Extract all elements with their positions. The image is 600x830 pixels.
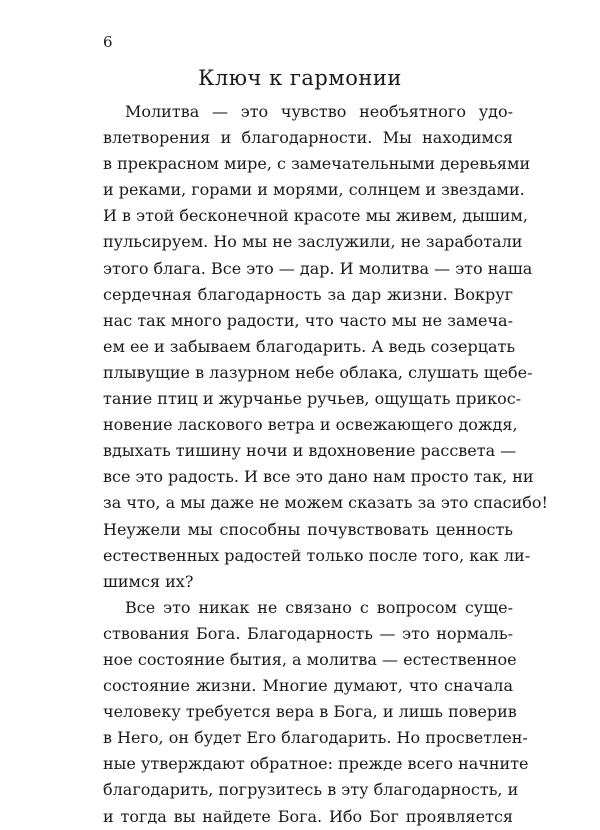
- paragraph: [103, 595, 529, 830]
- text-line: Неужели мы способны почувствовать ценность: [103, 519, 513, 539]
- text-line: шимся их?: [103, 571, 194, 591]
- text-line: пульсируем. Но мы не заслужили, не заработали: [103, 232, 523, 252]
- text-line: сердечная благодарность за дар жизни. Вокруг: [103, 284, 513, 304]
- text-line: ем ее и забываем благодарить. А ведь созерцать: [103, 336, 516, 356]
- text-line: в Него, он будет Его благодарить. Но просветлен-: [103, 728, 528, 748]
- text-line: Все это никак не связано с вопросом суще-: [125, 597, 513, 617]
- text-line: влетворения и благодарности. Мы находимся: [103, 128, 513, 148]
- text-line: плывущие в лазурном небе облака, слушать щебе-: [103, 362, 533, 382]
- text-line: человеку требуется вера в Бога, и лишь поверив: [103, 702, 517, 722]
- paragraph: [103, 99, 548, 595]
- text-line: благодарить, погрузитесь в эту благодарность, и: [103, 780, 519, 800]
- text-line: этого блага. Все это — дар. И молитва — это наша: [103, 258, 533, 278]
- text-line: и реками, горами и морями, солнцем и звездами.: [103, 180, 525, 200]
- text-line: тание птиц и журчанье ручьев, ощущать прикос-: [103, 389, 522, 409]
- chapter-title: Ключ к гармонии: [198, 66, 402, 90]
- text-line: ные утверждают обратное: прежде всего начните: [103, 754, 529, 774]
- text-line: ное состояние бытия, а молитва — естественное: [103, 649, 517, 669]
- text-line: ствования Бога. Благодарность — это нормаль-: [103, 623, 513, 643]
- text-line: новение ласкового ветра и освежающего дождя,: [103, 415, 518, 435]
- body-text: [103, 99, 548, 830]
- text-line: Молитва — это чувство необъятного удо-: [125, 102, 513, 121]
- text-line: нас так много радости, что часто мы не замеча-: [103, 310, 513, 330]
- text-line: и тогда вы найдете Бога. Ибо Бог проявляется: [103, 806, 513, 826]
- page-number: 6: [103, 33, 113, 51]
- text-line: за что, а мы даже не можем сказать за это спасибо!: [103, 493, 548, 513]
- text-line: И в этой бесконечной красоте мы живем, дышим,: [103, 206, 528, 226]
- text-line: естественных радостей только после того, как ли-: [103, 545, 531, 565]
- text-line: все это радость. И все это дано нам просто так, ни: [103, 467, 534, 487]
- text-line: вдыхать тишину ночи и вдохновение рассвета —: [103, 441, 517, 461]
- text-line: состояние жизни. Многие думают, что сначала: [103, 676, 513, 696]
- text-line: в прекрасном мире, с замечательными деревьями: [103, 154, 531, 174]
